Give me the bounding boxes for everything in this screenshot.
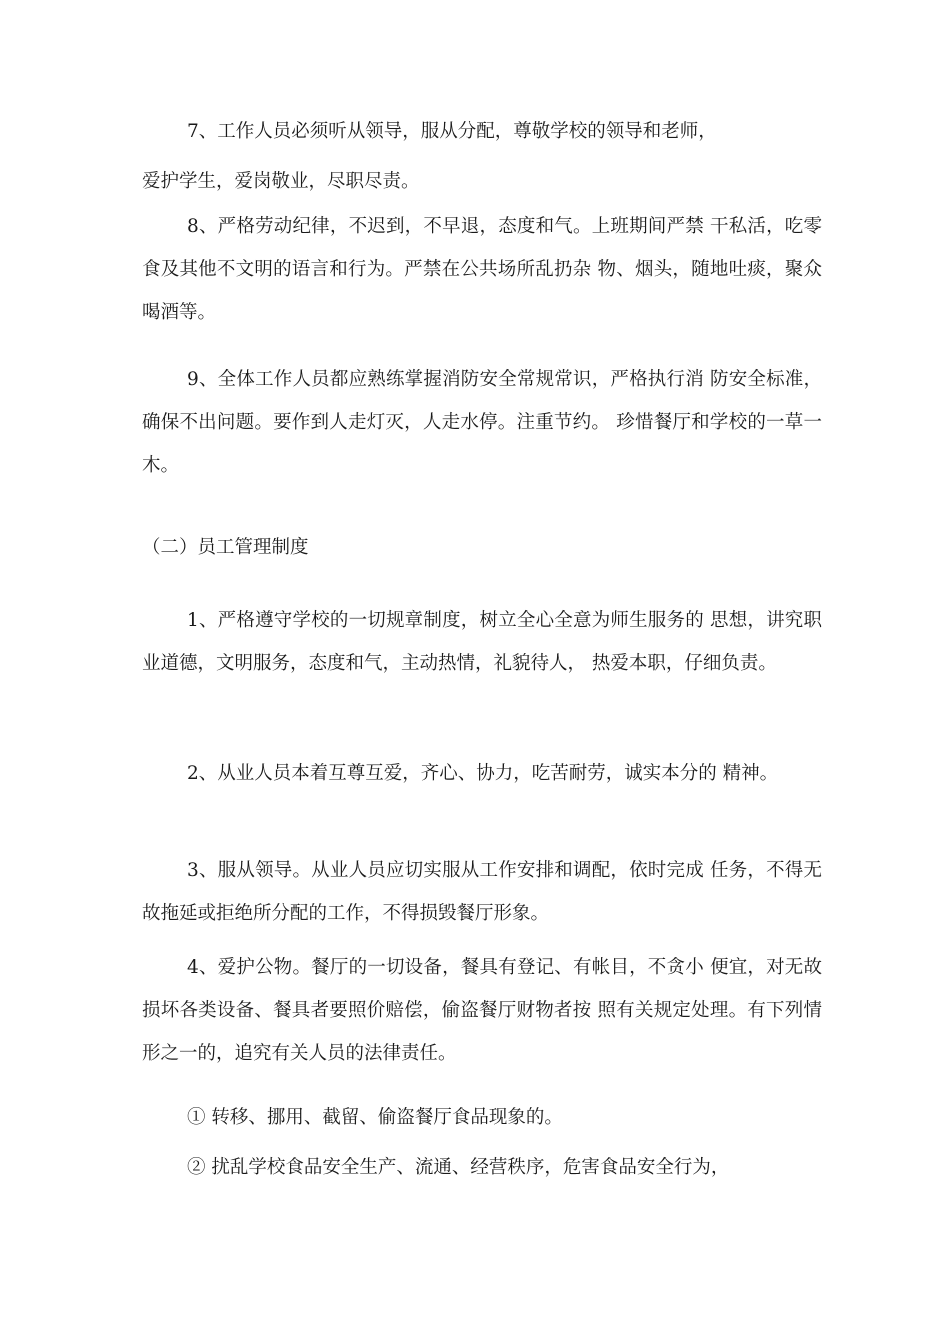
staff-paragraph-2: 2、从业人员本着互尊互爱，齐心、协力，吃苦耐劳，诚实本分的 精神。 bbox=[187, 763, 779, 784]
list-item-1: ① 转移、挪用、截留、偷盗餐厅食品现象的。 bbox=[187, 1107, 563, 1128]
staff-paragraph-3: 3、服从领导。从业人员应切实服从工作安排和调配，依时完成 任务，不得无故拖延或拒绝所分配的工作，不得损毁餐厅形象。 bbox=[142, 860, 822, 924]
paragraph-9: 9、全体工作人员都应熟练掌握消防安全常规常识，严格执行消 防安全标准，确保不出问题。要作到人走灯灭，人走水停。注重节约。 珍惜餐厅和学校的一草一木。 bbox=[142, 369, 822, 476]
paragraph-8: 8、严格劳动纪律，不迟到，不早退，态度和气。上班期间严禁 干私活，吃零食及其他不文明的语言和行为。严禁在公共场所乱扔杂 物、烟头，随地吐痰，聚众喝酒等。 bbox=[142, 216, 822, 323]
paragraph-7-line-2: 爱护学生，爱岗敬业，尽职尽责。 bbox=[142, 171, 420, 192]
staff-paragraph-4: 4、爱护公物。餐厅的一切设备，餐具有登记、有帐目，不贪小 便宜，对无故损坏各类设备、餐具者要照价赔偿，偷盗餐厅财物者按 照有关规定处理。有下列情形之一的，追究有关人员的法律责任。 bbox=[142, 957, 822, 1064]
section-heading: （二）员工管理制度 bbox=[142, 537, 309, 558]
list-item-2: ② 扰乱学校食品安全生产、流通、经营秩序，危害食品安全行为， bbox=[187, 1157, 730, 1178]
paragraph-7-line-1: 7、工作人员必须听从领导，服从分配，尊敬学校的领导和老师， bbox=[187, 121, 717, 142]
staff-paragraph-1: 1、严格遵守学校的一切规章制度，树立全心全意为师生服务的 思想，讲究职业道德，文明服务，态度和气，主动热情，礼貌待人， 热爱本职，仔细负责。 bbox=[142, 610, 822, 674]
